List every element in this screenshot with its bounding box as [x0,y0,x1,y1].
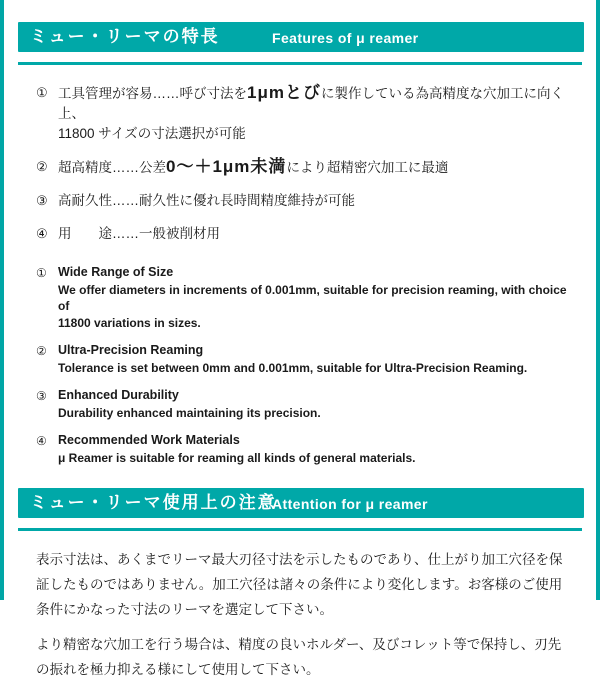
list-item-desc-line1: Tolerance is set between 0mm and 0.001mm, suitable for Ultra-Precision Reaming. [58,361,528,375]
list-item-number: ④ [36,226,48,241]
list-item-text-pre: 超高精度……公差 [58,160,166,175]
list-item-title: Wide Range of Size [58,265,174,279]
list-item [36,342,576,376]
section-header-features [10,22,590,56]
list-item-desc-line1: μ Reamer is suitable for reaming all kinds of general materials. [58,451,416,465]
list-item [36,83,576,144]
section-underline-attention [18,528,582,531]
list-item-title: Recommended Work Materials [58,433,240,447]
en-feature-list [10,264,590,466]
list-item-number: ① [36,266,47,280]
list-item-desc-line1: Durability enhanced maintaining its precision. [58,406,321,420]
left-side-rule [0,0,4,600]
list-item [36,264,576,331]
paragraph: 表示寸法は、あくまでリーマ最大刃径寸法を示したものであり、仕上がり加工穴径を保証したものではありません。加工穴径は諸々の条件により変化します。お客様のご使用条件にかなった寸法のリーマを選定して下さい。 [36,552,563,617]
list-item [36,157,576,178]
list-item-number: ② [36,159,48,174]
list-item-text-line2: 11800 サイズの寸法選択が可能 [58,126,246,141]
list-item-text [58,83,576,144]
section-title-en: Attention for μ reamer [272,496,428,512]
list-item-desc-line1: We offer diameters in increments of 0.001mm, suitable for precision reaming, with choice of [58,283,567,313]
section-underline-features [18,62,582,65]
list-item-body [58,342,576,376]
list-item-desc-line2: 11800 variations in sizes. [58,316,201,330]
list-item-text: 高耐久性……耐久性に優れ長時間精度維持が可能 [58,193,355,208]
section-header-attention [10,488,590,522]
section-title-en: Features of μ reamer [272,30,419,46]
list-item-emphasis: 1μmとび [247,83,321,102]
right-side-rule [596,0,600,600]
list-item-text [58,157,576,178]
list-item-number: ① [36,85,48,100]
list-item-title: Enhanced Durability [58,388,179,402]
paragraph: より精密な穴加工を行う場合は、精度の良いホルダー、及びコレット等で保持し、刃先の振れを極力抑える様にして使用して下さい。 [36,637,562,677]
list-item-number: ③ [36,389,47,403]
list-item [36,224,576,244]
list-item-body [58,387,576,421]
list-item [36,191,576,211]
list-item-body [58,264,576,331]
jp-feature-list [10,83,590,244]
document-content [10,0,590,692]
list-item-text: 用 途……一般被削材用 [58,226,220,241]
list-item-text-pre: 工具管理が容易……呼び寸法を [58,86,247,101]
list-item-number: ④ [36,434,47,448]
list-item-text-post: により超精密穴加工に最適 [286,160,449,175]
list-item-text-post: に製作している為高精度な穴加工に向く上、 [58,86,564,121]
list-item-number: ② [36,344,47,358]
list-item-number: ③ [36,193,48,208]
list-item-title: Ultra-Precision Reaming [58,343,204,357]
list-item [36,387,576,421]
list-item-emphasis: 0～＋1μm未満 [166,157,287,176]
section-title-jp: ミュー・リーマの特長 [30,27,220,46]
list-item-body [58,432,576,466]
list-item [36,432,576,466]
section-title-jp: ミュー・リーマ使用上の注意 [30,493,277,512]
attention-paragraphs [10,547,590,682]
